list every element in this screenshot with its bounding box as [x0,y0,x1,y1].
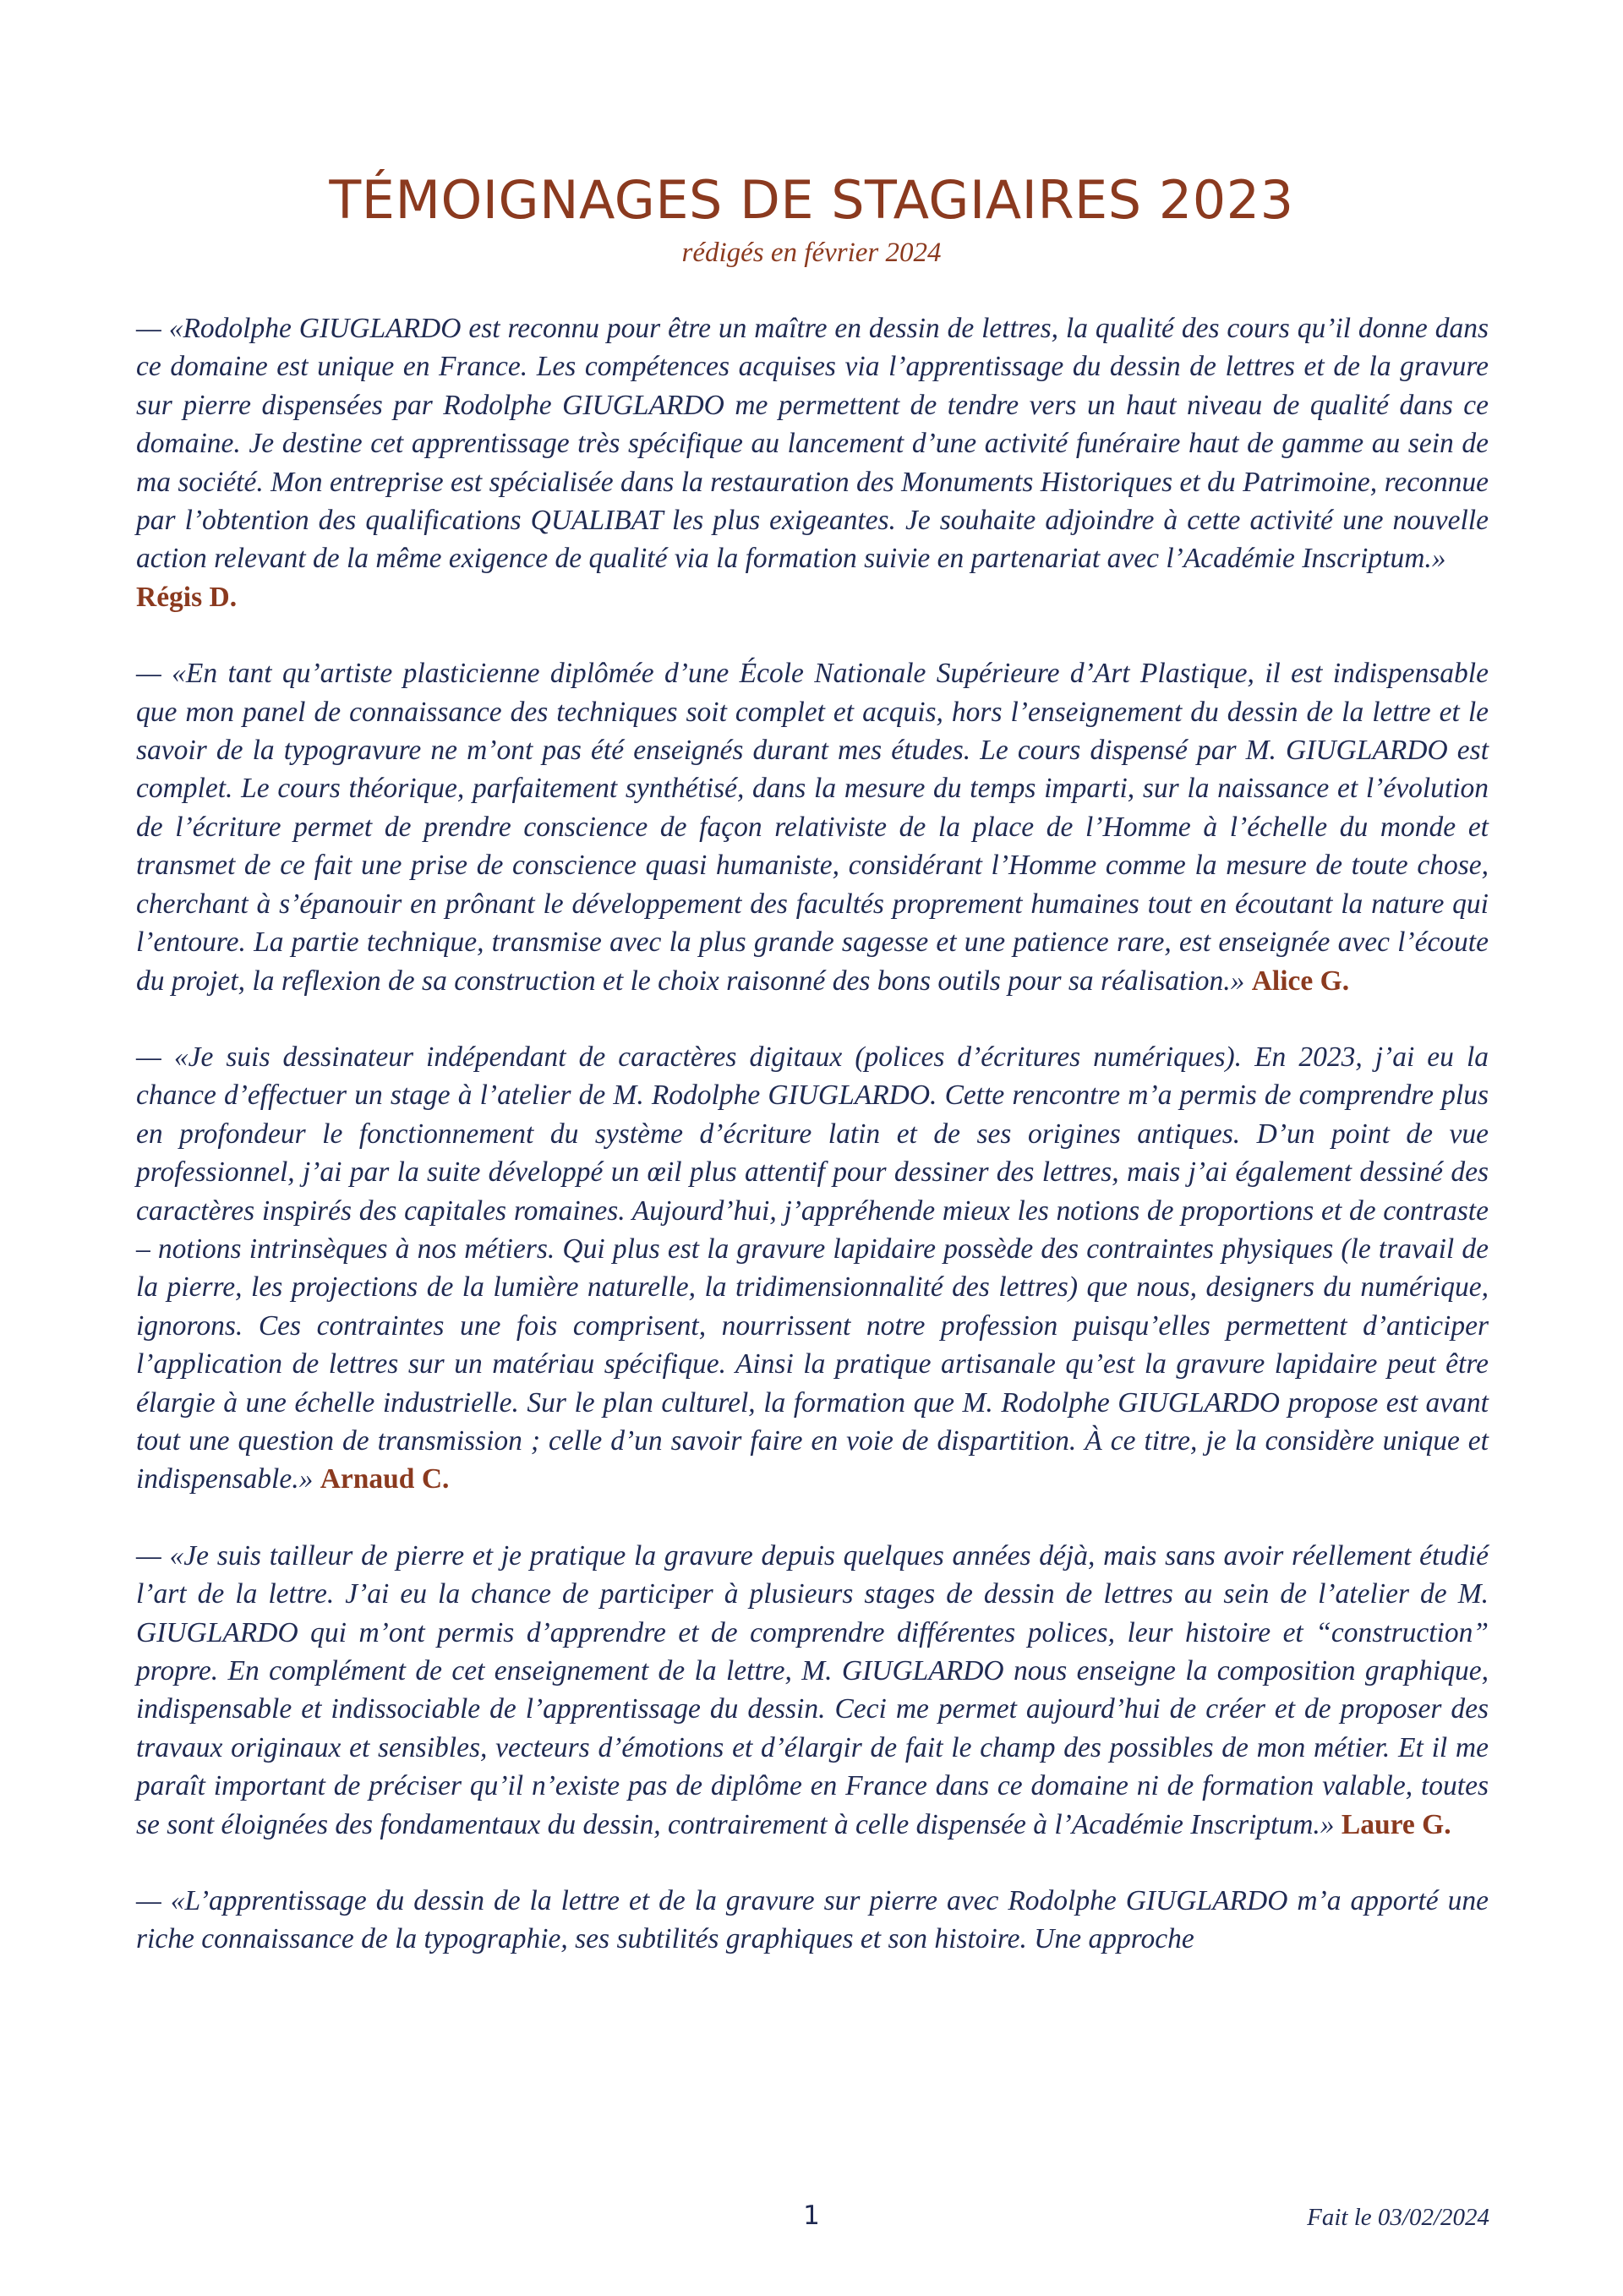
page-number: 1 [803,2200,820,2231]
testimonial-text: — «Je suis dessinateur indépendant de caractères digitaux (polices d’écritures numériques). En 2023, j’ai eu la chance d’effectuer un stage à l’atelier de M. Rodolphe GIUGLARDO. Cette rencontre m’a permis de comprendre plus en profondeur le fonctionnement du système d’écriture latin et de ses origines antiques. D’un point de vue professionnel, j’ai par la suite développé un œil plus attentif pour dessiner des lettres, mais j’ai également dessiné des caractères inspirés des capitales romaines. Aujourd’hui, j’appréhende mieux les notions de proportions et de contraste – notions intrinsèques à nos métiers. Qui plus est la gravure lapidaire possède des contraintes physiques (le travail de la pierre, les projections de la lumière naturelle, la tridimensionnalité des lettres) que nous, designers du numérique, ignorons. Ces contraintes une fois comprisent, nourrissent notre profession puisqu’elles permettent d’anticiper l’application de lettres sur un matériau spécifique. Ainsi la pratique artisanale qu’est la gravure lapidaire peut être élargie à une échelle industrielle. Sur le plan culturel, la formation que M. Rodolphe GIUGLARDO propose est avant tout une question de transmission ; celle d’un savoir faire en voie de dispartition. À ce titre, je la considère unique et indispensable.» [136,1041,1489,1495]
page-title: TÉMOIGNAGES DE STAGIAIRES 2023 [329,169,1294,231]
testimonial-text: — «En tant qu’artiste plasticienne diplômée d’une École Nationale Supérieure d’Art Plastique, il est indispensable que mon panel de connaissance des techniques soit complet et acquis, hors l’enseignement du dessin de la lettre et le savoir de la typogravure ne m’ont pas été enseignés durant mes études. Le cours dispensé par M. GIUGLARDO est complet. Le cours théorique, parfaitement synthétisé, dans la mesure du temps imparti, sur la naissance et l’évolution de l’écriture permet de prendre conscience de façon relativiste de la place de l’Homme à l’échelle du monde et transmet de ce fait une prise de conscience quasi humaniste, considérant l’Homme comme la mesure de toute chose, cherchant à s’épanouir en prônant le développement des facultés proprement humaines tout en écoutant la nature qui l’entoure. La partie technique, transmise avec la plus grande sagesse et une patience rare, est enseignée avec l’écoute du projet, la reflexion de sa construction et le choix raisonné des bons outils pour sa réalisation.» [136,658,1489,997]
date-note: Fait le 03/02/2024 [1307,2204,1489,2231]
testimonial-author: Régis D. [136,581,238,613]
testimonial-text: — «L’apprentissage du dessin de la lettre et de la gravure sur pierre avec Rodolphe GIUGLARDO m’a apporté une riche connaissance de la typographie, ses subtilités graphiques et son histoire. Une approche [136,1885,1489,1955]
testimonial-laure [136,1537,1489,1844]
testimonial-alice [136,654,1489,1000]
testimonial-author: Laure G. [1341,1808,1451,1840]
testimonial-text: — «Rodolphe GIUGLARDO est reconnu pour être un maître en dessin de lettres, la qualité des cours qu’il donne dans ce domaine est unique en France. Les compétences acquises via l’apprentissage du dessin de lettres et de la gravure sur pierre dispensées par Rodolphe GIUGLARDO me permettent de tendre vers un haut niveau de qualité dans ce domaine. Je destine cet apprentissage très spécifique au lancement d’une activité funéraire haut de gamme au sein de ma société. Mon entreprise est spécialisée dans la restauration des Monuments Historiques et du Patrimoine, reconnue par l’obtention des qualifications QUALIBAT les plus exigeantes. Je souhaite adjoindre à cette activité une nouvelle action relevant de la même exigence de qualité via la formation suivie en partenariat avec l’Académie Inscriptum.» [136,313,1489,575]
testimonial-author: Arnaud C. [320,1463,450,1495]
testimonial-author: Alice G. [1251,965,1350,997]
testimonial-text: — «Je suis tailleur de pierre et je pratique la gravure depuis quelques années déjà, mais sans avoir réellement étudié l’art de la lettre. J’ai eu la chance de participer à plusieurs stages de dessin de lettres au sein de l’atelier de M. GIUGLARDO qui m’ont permis d’apprendre et de comprendre différentes polices, leur histoire et “construction” propre. En complément de cet enseignement de la lettre, M. GIUGLARDO nous enseigne la composition graphique, indispensable et indissociable de l’apprentissage du dessin. Ceci me permet aujourd’hui de créer et de proposer des travaux originaux et sensibles, vecteurs d’émotions et d’élargir de fait le champ des possibles de mon métier. Et il me paraît important de préciser qu’il n’existe pas de diplôme en France dans ce domaine ni de formation valable, toutes se sont éloignées des fondamentaux du dessin, contrairement à celle dispensée à l’Académie Inscriptum.» [136,1539,1489,1840]
testimonials-list [136,309,1489,1997]
page-subtitle: rédigés en février 2024 [681,238,942,268]
testimonial-continued [136,1882,1489,1959]
testimonial-regis [136,309,1489,616]
testimonial-arnaud [136,1038,1489,1499]
